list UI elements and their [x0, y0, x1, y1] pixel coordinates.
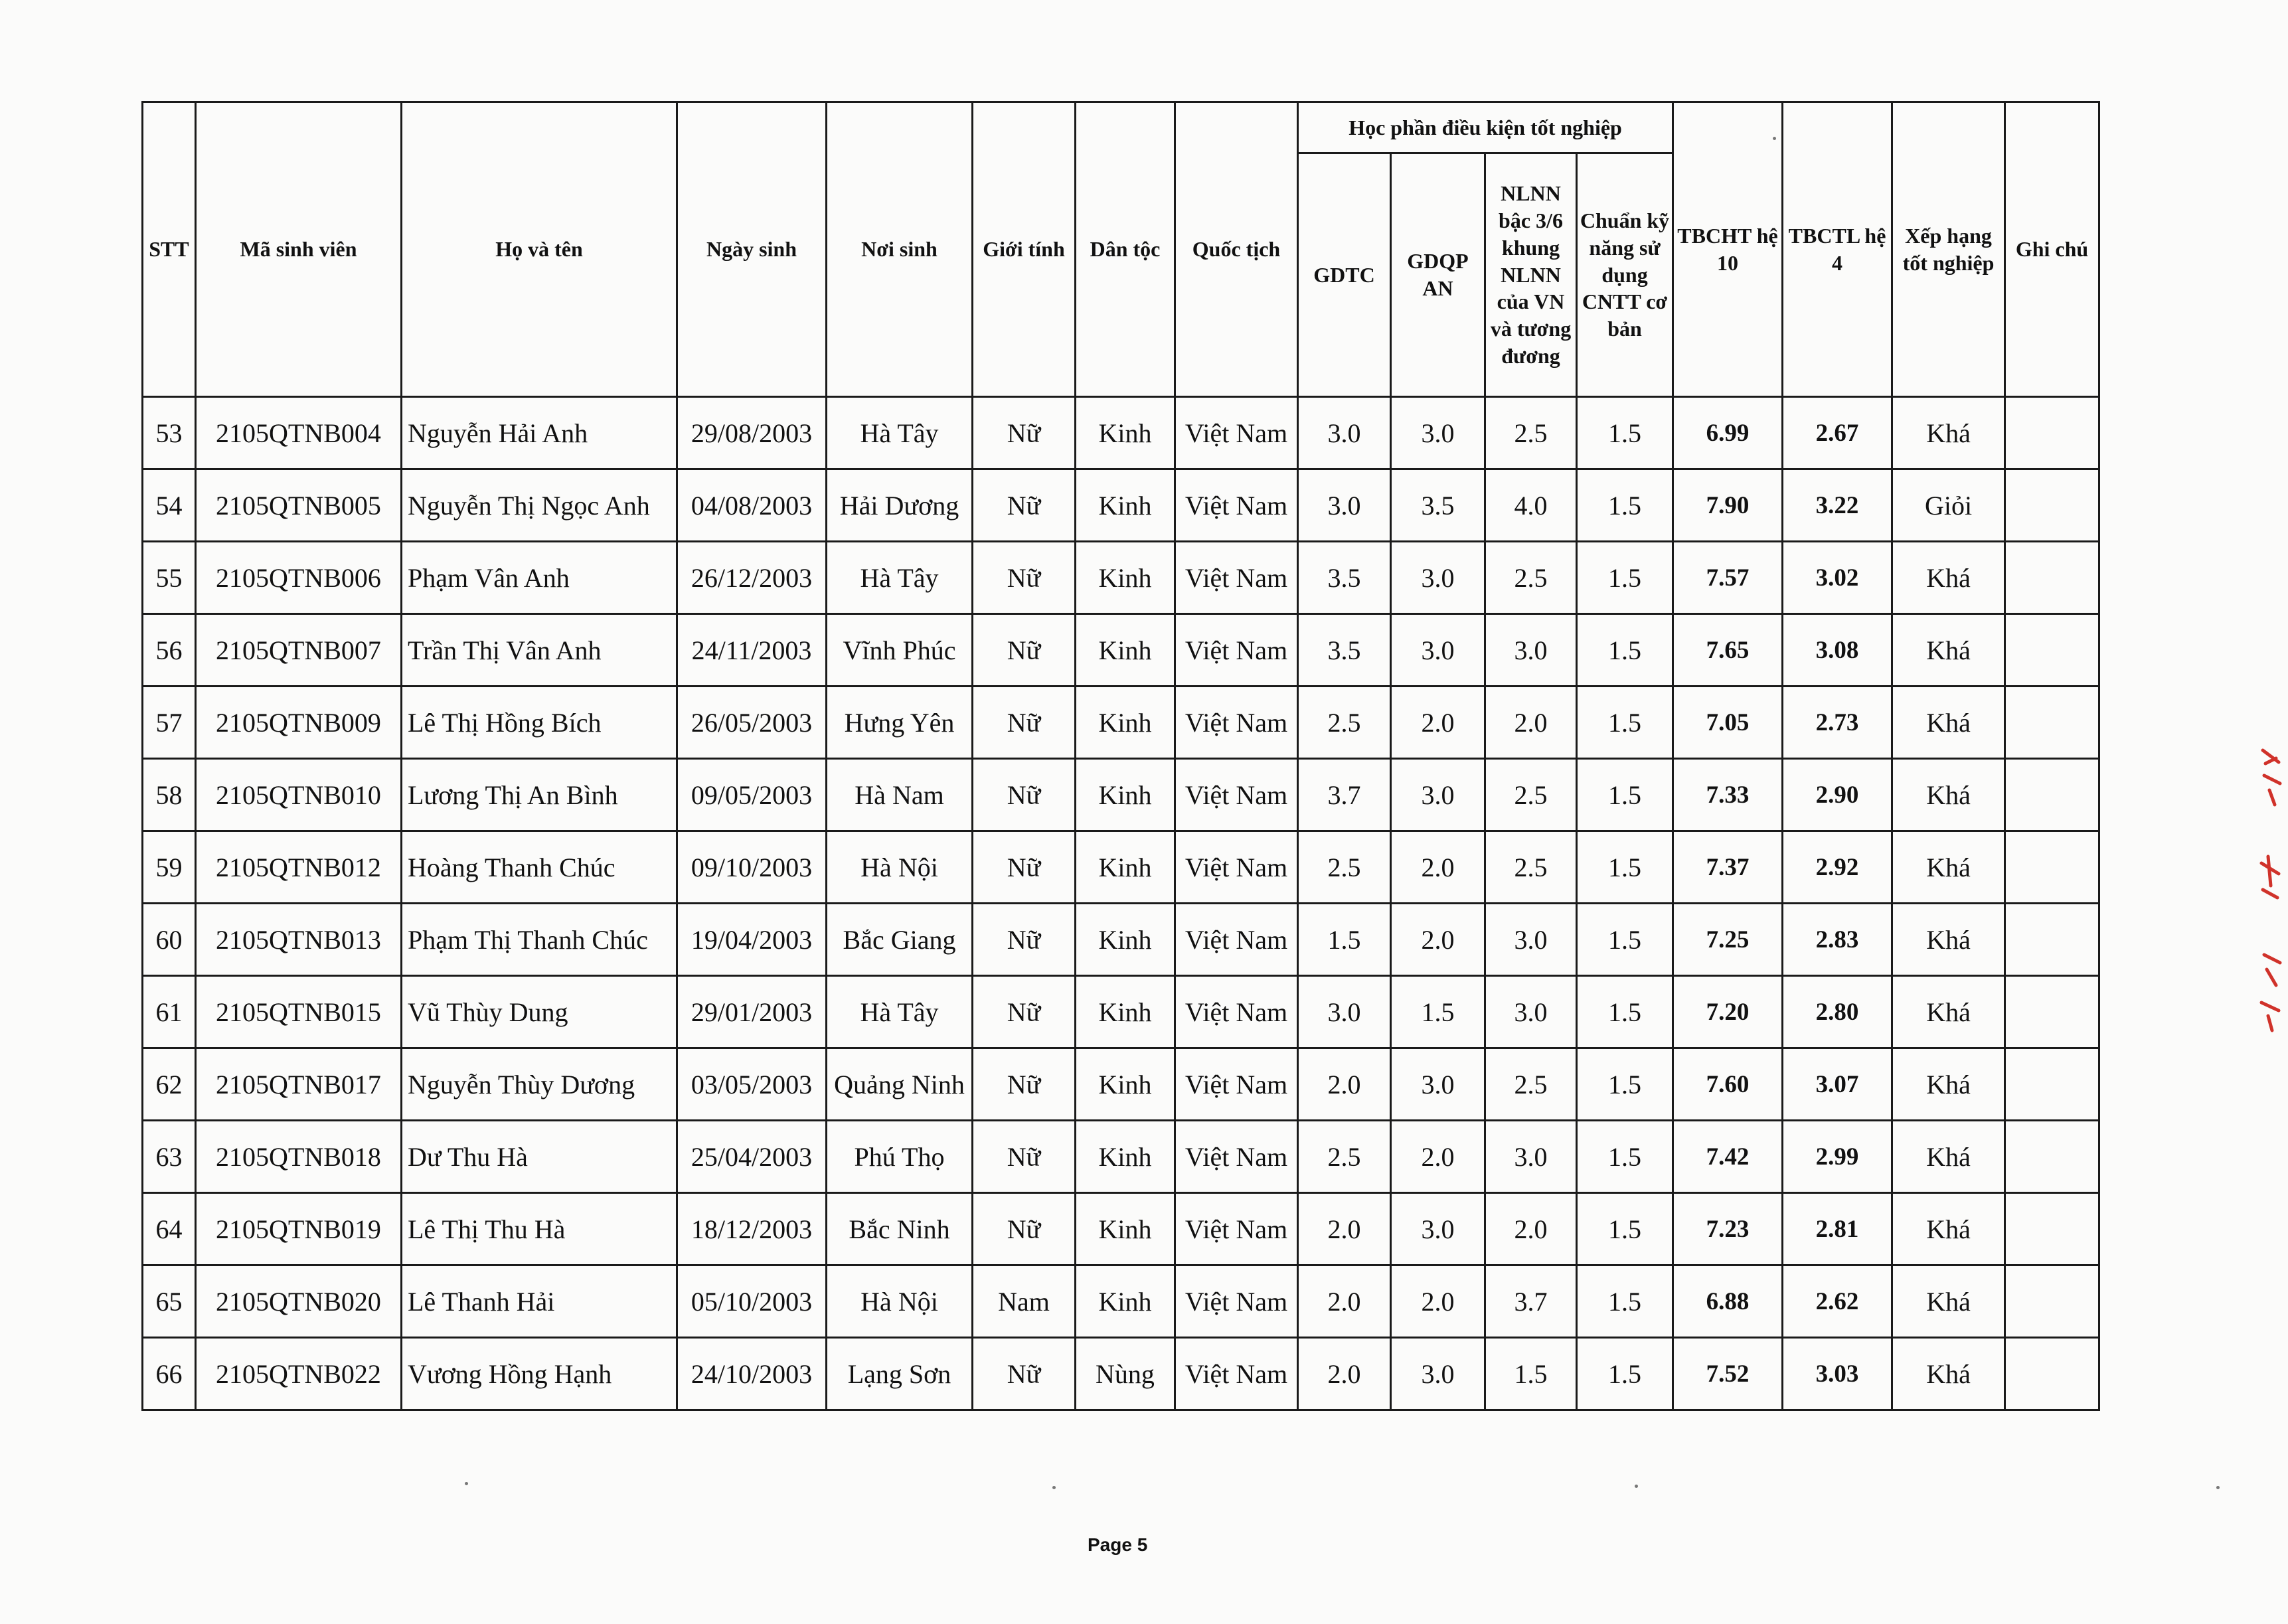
cell-tbctl: 3.22 — [1783, 469, 1892, 542]
cell-notes — [2005, 542, 2099, 614]
cell-tbcht: 6.88 — [1673, 1265, 1783, 1338]
cell-gdqp-an: 2.0 — [1391, 1121, 1485, 1193]
cell-graduation-rank: Giỏi — [1892, 469, 2005, 542]
cell-gdqp-an: 3.0 — [1391, 1338, 1485, 1410]
table-row — [143, 904, 2099, 976]
header-birth-date: Ngày sinh — [677, 102, 827, 397]
cell-birth-place: Hà Tây — [827, 397, 973, 469]
cell-notes — [2005, 397, 2099, 469]
cell-notes — [2005, 1338, 2099, 1410]
header-nationality: Quốc tịch — [1175, 102, 1298, 397]
cell-nlnn: 2.5 — [1485, 759, 1577, 831]
cell-gender: Nữ — [973, 976, 1076, 1048]
table-row — [143, 1121, 2099, 1193]
cell-tbctl: 3.07 — [1783, 1048, 1892, 1121]
cell-gender: Nữ — [973, 759, 1076, 831]
cell-notes — [2005, 759, 2099, 831]
cell-tbctl: 3.08 — [1783, 614, 1892, 687]
cell-student-id: 2105QTNB020 — [196, 1265, 402, 1338]
table-header — [143, 102, 2099, 397]
cell-birth-place: Hà Nội — [827, 1265, 973, 1338]
cell-nationality: Việt Nam — [1175, 397, 1298, 469]
cell-ethnicity: Kinh — [1076, 397, 1175, 469]
header-stt: STT — [143, 102, 196, 397]
cell-tbcht: 7.25 — [1673, 904, 1783, 976]
header-ethnicity: Dân tộc — [1076, 102, 1175, 397]
cell-gender: Nữ — [973, 614, 1076, 687]
cell-tbcht: 7.05 — [1673, 687, 1783, 759]
scan-speck — [2216, 1486, 2220, 1489]
cell-full-name: Hoàng Thanh Chúc — [402, 831, 677, 904]
cell-full-name: Phạm Thị Thanh Chúc — [402, 904, 677, 976]
cell-birth-place: Hưng Yên — [827, 687, 973, 759]
cell-cntt: 1.5 — [1577, 687, 1673, 759]
cell-gender: Nam — [973, 1265, 1076, 1338]
cell-graduation-rank: Khá — [1892, 831, 2005, 904]
cell-full-name: Nguyễn Hải Anh — [402, 397, 677, 469]
cell-birth-date: 18/12/2003 — [677, 1193, 827, 1265]
cell-nlnn: 3.0 — [1485, 976, 1577, 1048]
cell-notes — [2005, 904, 2099, 976]
cell-nlnn: 2.5 — [1485, 397, 1577, 469]
cell-gender: Nữ — [973, 469, 1076, 542]
table-row — [143, 1338, 2099, 1410]
cell-full-name: Lê Thị Hồng Bích — [402, 687, 677, 759]
cell-birth-date: 09/05/2003 — [677, 759, 827, 831]
cell-tbcht: 7.37 — [1673, 831, 1783, 904]
cell-gdtc: 3.5 — [1298, 614, 1391, 687]
cell-stt: 61 — [143, 976, 196, 1048]
cell-tbctl: 2.81 — [1783, 1193, 1892, 1265]
header-nlnn: NLNN bậc 3/6 khung NLNN của VN và tương đương — [1485, 153, 1577, 397]
cell-gender: Nữ — [973, 1193, 1076, 1265]
cell-graduation-rank: Khá — [1892, 1265, 2005, 1338]
cell-gdtc: 2.5 — [1298, 687, 1391, 759]
cell-full-name: Lương Thị An Bình — [402, 759, 677, 831]
cell-cntt: 1.5 — [1577, 1048, 1673, 1121]
cell-tbcht: 7.65 — [1673, 614, 1783, 687]
cell-gdqp-an: 3.0 — [1391, 542, 1485, 614]
cell-student-id: 2105QTNB010 — [196, 759, 402, 831]
cell-gdqp-an: 2.0 — [1391, 1265, 1485, 1338]
cell-nationality: Việt Nam — [1175, 759, 1298, 831]
cell-full-name: Lê Thanh Hải — [402, 1265, 677, 1338]
cell-ethnicity: Kinh — [1076, 469, 1175, 542]
cell-tbctl: 3.03 — [1783, 1338, 1892, 1410]
cell-cntt: 1.5 — [1577, 1121, 1673, 1193]
stamp-fragment-icon — [2256, 744, 2284, 1036]
header-gdtc: GDTC — [1298, 153, 1391, 397]
header-full-name: Họ và tên — [402, 102, 677, 397]
cell-tbctl: 2.92 — [1783, 831, 1892, 904]
cell-stt: 58 — [143, 759, 196, 831]
cell-student-id: 2105QTNB007 — [196, 614, 402, 687]
table-row — [143, 542, 2099, 614]
cell-gender: Nữ — [973, 831, 1076, 904]
cell-graduation-rank: Khá — [1892, 614, 2005, 687]
cell-tbcht: 7.57 — [1673, 542, 1783, 614]
cell-birth-date: 24/11/2003 — [677, 614, 827, 687]
cell-nationality: Việt Nam — [1175, 1121, 1298, 1193]
cell-stt: 53 — [143, 397, 196, 469]
cell-notes — [2005, 614, 2099, 687]
cell-gdtc: 2.0 — [1298, 1338, 1391, 1410]
cell-graduation-rank: Khá — [1892, 687, 2005, 759]
header-tbctl: TBCTL hệ 4 — [1783, 102, 1892, 397]
cell-tbcht: 7.20 — [1673, 976, 1783, 1048]
cell-stt: 60 — [143, 904, 196, 976]
cell-tbcht: 7.60 — [1673, 1048, 1783, 1121]
cell-gdqp-an: 3.0 — [1391, 614, 1485, 687]
cell-tbctl: 2.80 — [1783, 976, 1892, 1048]
cell-cntt: 1.5 — [1577, 542, 1673, 614]
table-row — [143, 397, 2099, 469]
cell-cntt: 1.5 — [1577, 469, 1673, 542]
header-group-graduation-requirements: Học phần điều kiện tốt nghiệp — [1298, 102, 1673, 153]
cell-stt: 55 — [143, 542, 196, 614]
cell-nationality: Việt Nam — [1175, 469, 1298, 542]
cell-gdqp-an: 3.0 — [1391, 397, 1485, 469]
table-row — [143, 687, 2099, 759]
cell-notes — [2005, 831, 2099, 904]
header-notes: Ghi chú — [2005, 102, 2099, 397]
cell-gdtc: 2.5 — [1298, 1121, 1391, 1193]
cell-gender: Nữ — [973, 1121, 1076, 1193]
cell-cntt: 1.5 — [1577, 1265, 1673, 1338]
cell-nlnn: 3.0 — [1485, 904, 1577, 976]
cell-gdqp-an: 3.5 — [1391, 469, 1485, 542]
scan-speck — [1773, 137, 1776, 140]
cell-gdtc: 1.5 — [1298, 904, 1391, 976]
scan-speck — [1635, 1485, 1638, 1488]
cell-gender: Nữ — [973, 1338, 1076, 1410]
cell-nlnn: 4.0 — [1485, 469, 1577, 542]
cell-tbctl: 3.02 — [1783, 542, 1892, 614]
header-gdqp-an: GDQP AN — [1391, 153, 1485, 397]
cell-full-name: Nguyễn Thùy Dương — [402, 1048, 677, 1121]
cell-gdtc: 2.5 — [1298, 831, 1391, 904]
cell-ethnicity: Kinh — [1076, 687, 1175, 759]
cell-gdqp-an: 2.0 — [1391, 831, 1485, 904]
cell-nlnn: 1.5 — [1485, 1338, 1577, 1410]
cell-student-id: 2105QTNB009 — [196, 687, 402, 759]
header-tbcht: TBCHT hệ 10 — [1673, 102, 1783, 397]
cell-student-id: 2105QTNB017 — [196, 1048, 402, 1121]
cell-student-id: 2105QTNB019 — [196, 1193, 402, 1265]
cell-full-name: Vũ Thùy Dung — [402, 976, 677, 1048]
header-birth-place: Nơi sinh — [827, 102, 973, 397]
cell-tbcht: 7.90 — [1673, 469, 1783, 542]
cell-tbctl: 2.99 — [1783, 1121, 1892, 1193]
cell-notes — [2005, 976, 2099, 1048]
cell-ethnicity: Kinh — [1076, 904, 1175, 976]
cell-tbctl: 2.73 — [1783, 687, 1892, 759]
cell-gender: Nữ — [973, 542, 1076, 614]
cell-nationality: Việt Nam — [1175, 542, 1298, 614]
cell-nlnn: 2.0 — [1485, 1193, 1577, 1265]
cell-nationality: Việt Nam — [1175, 904, 1298, 976]
cell-gdtc: 3.5 — [1298, 542, 1391, 614]
cell-ethnicity: Kinh — [1076, 542, 1175, 614]
table-row — [143, 1048, 2099, 1121]
cell-nlnn: 3.7 — [1485, 1265, 1577, 1338]
cell-graduation-rank: Khá — [1892, 1048, 2005, 1121]
cell-ethnicity: Kinh — [1076, 1193, 1175, 1265]
cell-birth-date: 19/04/2003 — [677, 904, 827, 976]
cell-birth-date: 05/10/2003 — [677, 1265, 827, 1338]
cell-nationality: Việt Nam — [1175, 1193, 1298, 1265]
cell-gender: Nữ — [973, 397, 1076, 469]
cell-graduation-rank: Khá — [1892, 397, 2005, 469]
cell-gender: Nữ — [973, 904, 1076, 976]
cell-birth-date: 29/01/2003 — [677, 976, 827, 1048]
cell-notes — [2005, 1265, 2099, 1338]
cell-graduation-rank: Khá — [1892, 542, 2005, 614]
cell-gdqp-an: 2.0 — [1391, 904, 1485, 976]
table-row — [143, 469, 2099, 542]
cell-tbctl: 2.62 — [1783, 1265, 1892, 1338]
cell-birth-date: 03/05/2003 — [677, 1048, 827, 1121]
cell-cntt: 1.5 — [1577, 976, 1673, 1048]
cell-nationality: Việt Nam — [1175, 976, 1298, 1048]
cell-notes — [2005, 469, 2099, 542]
cell-stt: 57 — [143, 687, 196, 759]
cell-cntt: 1.5 — [1577, 1338, 1673, 1410]
cell-graduation-rank: Khá — [1892, 904, 2005, 976]
cell-stt: 54 — [143, 469, 196, 542]
cell-notes — [2005, 687, 2099, 759]
cell-notes — [2005, 1193, 2099, 1265]
cell-cntt: 1.5 — [1577, 614, 1673, 687]
cell-graduation-rank: Khá — [1892, 1193, 2005, 1265]
table-row — [143, 614, 2099, 687]
cell-birth-place: Hải Dương — [827, 469, 973, 542]
cell-birth-date: 26/05/2003 — [677, 687, 827, 759]
cell-birth-place: Bắc Giang — [827, 904, 973, 976]
cell-nlnn: 2.0 — [1485, 687, 1577, 759]
cell-gdtc: 3.0 — [1298, 469, 1391, 542]
cell-tbctl: 2.83 — [1783, 904, 1892, 976]
cell-nlnn: 3.0 — [1485, 614, 1577, 687]
cell-birth-place: Hà Tây — [827, 976, 973, 1048]
cell-gdtc: 3.0 — [1298, 397, 1391, 469]
cell-student-id: 2105QTNB004 — [196, 397, 402, 469]
table-body — [143, 397, 2099, 1410]
cell-ethnicity: Kinh — [1076, 831, 1175, 904]
cell-nlnn: 2.5 — [1485, 831, 1577, 904]
cell-cntt: 1.5 — [1577, 904, 1673, 976]
cell-tbctl: 2.67 — [1783, 397, 1892, 469]
cell-gdqp-an: 3.0 — [1391, 759, 1485, 831]
cell-student-id: 2105QTNB022 — [196, 1338, 402, 1410]
table-row — [143, 831, 2099, 904]
header-student-id: Mã sinh viên — [196, 102, 402, 397]
cell-full-name: Trần Thị Vân Anh — [402, 614, 677, 687]
cell-student-id: 2105QTNB012 — [196, 831, 402, 904]
scan-speck — [1052, 1486, 1056, 1489]
cell-tbcht: 6.99 — [1673, 397, 1783, 469]
cell-gdqp-an: 3.0 — [1391, 1193, 1485, 1265]
cell-gdtc: 2.0 — [1298, 1048, 1391, 1121]
cell-graduation-rank: Khá — [1892, 976, 2005, 1048]
cell-gdtc: 2.0 — [1298, 1265, 1391, 1338]
cell-stt: 64 — [143, 1193, 196, 1265]
cell-birth-place: Phú Thọ — [827, 1121, 973, 1193]
cell-nlnn: 3.0 — [1485, 1121, 1577, 1193]
cell-gdtc: 3.7 — [1298, 759, 1391, 831]
cell-stt: 65 — [143, 1265, 196, 1338]
cell-student-id: 2105QTNB013 — [196, 904, 402, 976]
cell-full-name: Nguyễn Thị Ngọc Anh — [402, 469, 677, 542]
cell-gdqp-an: 3.0 — [1391, 1048, 1485, 1121]
cell-ethnicity: Kinh — [1076, 614, 1175, 687]
cell-birth-date: 25/04/2003 — [677, 1121, 827, 1193]
cell-birth-place: Hà Tây — [827, 542, 973, 614]
cell-full-name: Phạm Vân Anh — [402, 542, 677, 614]
cell-notes — [2005, 1048, 2099, 1121]
scan-speck — [465, 1482, 468, 1485]
cell-student-id: 2105QTNB006 — [196, 542, 402, 614]
cell-tbctl: 2.90 — [1783, 759, 1892, 831]
cell-gdtc: 3.0 — [1298, 976, 1391, 1048]
cell-ethnicity: Nùng — [1076, 1338, 1175, 1410]
table-row — [143, 1265, 2099, 1338]
cell-birth-date: 09/10/2003 — [677, 831, 827, 904]
cell-nlnn: 2.5 — [1485, 542, 1577, 614]
cell-birth-place: Quảng Ninh — [827, 1048, 973, 1121]
cell-ethnicity: Kinh — [1076, 1265, 1175, 1338]
cell-birth-place: Bắc Ninh — [827, 1193, 973, 1265]
cell-stt: 62 — [143, 1048, 196, 1121]
cell-nationality: Việt Nam — [1175, 687, 1298, 759]
cell-birth-date: 29/08/2003 — [677, 397, 827, 469]
cell-full-name: Dư Thu Hà — [402, 1121, 677, 1193]
cell-birth-place: Hà Nam — [827, 759, 973, 831]
cell-student-id: 2105QTNB018 — [196, 1121, 402, 1193]
cell-graduation-rank: Khá — [1892, 1121, 2005, 1193]
cell-student-id: 2105QTNB015 — [196, 976, 402, 1048]
cell-ethnicity: Kinh — [1076, 759, 1175, 831]
header-gender: Giới tính — [973, 102, 1076, 397]
graduation-results-table — [141, 101, 2100, 1411]
cell-gender: Nữ — [973, 687, 1076, 759]
cell-gdqp-an: 2.0 — [1391, 687, 1485, 759]
cell-tbcht: 7.23 — [1673, 1193, 1783, 1265]
cell-nationality: Việt Nam — [1175, 614, 1298, 687]
page-number: Page 5 — [1088, 1534, 1148, 1555]
cell-birth-place: Lạng Sơn — [827, 1338, 973, 1410]
cell-full-name: Vương Hồng Hạnh — [402, 1338, 677, 1410]
cell-cntt: 1.5 — [1577, 397, 1673, 469]
cell-nlnn: 2.5 — [1485, 1048, 1577, 1121]
cell-gender: Nữ — [973, 1048, 1076, 1121]
cell-birth-date: 24/10/2003 — [677, 1338, 827, 1410]
cell-nationality: Việt Nam — [1175, 1265, 1298, 1338]
cell-tbcht: 7.52 — [1673, 1338, 1783, 1410]
cell-birth-date: 26/12/2003 — [677, 542, 827, 614]
cell-student-id: 2105QTNB005 — [196, 469, 402, 542]
cell-tbcht: 7.33 — [1673, 759, 1783, 831]
cell-nationality: Việt Nam — [1175, 1338, 1298, 1410]
cell-gdqp-an: 1.5 — [1391, 976, 1485, 1048]
cell-cntt: 1.5 — [1577, 831, 1673, 904]
cell-tbcht: 7.42 — [1673, 1121, 1783, 1193]
cell-stt: 56 — [143, 614, 196, 687]
cell-stt: 59 — [143, 831, 196, 904]
cell-graduation-rank: Khá — [1892, 759, 2005, 831]
table-row — [143, 976, 2099, 1048]
cell-ethnicity: Kinh — [1076, 1048, 1175, 1121]
table-row — [143, 1193, 2099, 1265]
cell-stt: 63 — [143, 1121, 196, 1193]
header-graduation-rank: Xếp hạng tốt nghiệp — [1892, 102, 2005, 397]
cell-nationality: Việt Nam — [1175, 1048, 1298, 1121]
cell-gdtc: 2.0 — [1298, 1193, 1391, 1265]
cell-full-name: Lê Thị Thu Hà — [402, 1193, 677, 1265]
cell-ethnicity: Kinh — [1076, 1121, 1175, 1193]
cell-stt: 66 — [143, 1338, 196, 1410]
cell-graduation-rank: Khá — [1892, 1338, 2005, 1410]
cell-cntt: 1.5 — [1577, 1193, 1673, 1265]
header-cntt: Chuẩn kỹ năng sử dụng CNTT cơ bản — [1577, 153, 1673, 397]
table-row — [143, 759, 2099, 831]
cell-notes — [2005, 1121, 2099, 1193]
cell-ethnicity: Kinh — [1076, 976, 1175, 1048]
cell-cntt: 1.5 — [1577, 759, 1673, 831]
cell-birth-place: Hà Nội — [827, 831, 973, 904]
cell-nationality: Việt Nam — [1175, 831, 1298, 904]
cell-birth-place: Vĩnh Phúc — [827, 614, 973, 687]
cell-birth-date: 04/08/2003 — [677, 469, 827, 542]
